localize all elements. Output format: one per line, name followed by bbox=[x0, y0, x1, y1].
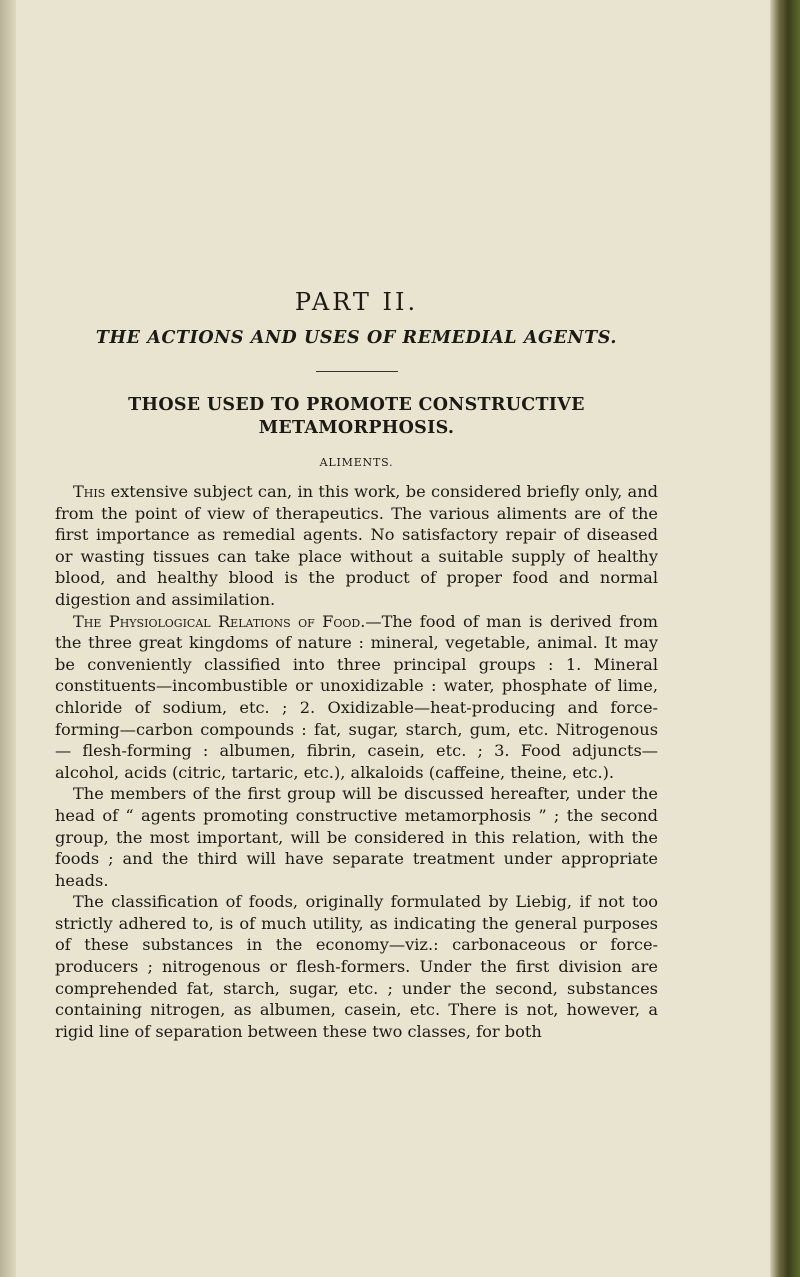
section-title-line1: THOSE USED TO PROMOTE CONSTRUCTIVE bbox=[128, 395, 585, 415]
section-title-line2: METAMORPHOSIS. bbox=[258, 418, 455, 438]
paragraph-1-lead: This bbox=[73, 482, 106, 501]
paragraph-4: The classification of foods, originally formulated by Liebig, if not too strictly adhered to, is of much utility, as indicating the general purposes of these substances in the economy—viz.: carbonaceous or force-producers ; nitrogenous or flesh-formers. Under the first division are comprehended fat, starch, sugar, etc. ; under the second, substances containing nitrogen, as albumen, casein, etc. There is not, however, a rigid line of separation between these two classes, for both bbox=[55, 892, 658, 1041]
page-left-edge bbox=[0, 0, 16, 1277]
body-text bbox=[55, 481, 658, 1042]
subsection-heading: ALIMENTS. bbox=[319, 456, 394, 469]
part-subtitle: THE ACTIONS AND USES OF REMEDIAL AGENTS. bbox=[95, 328, 618, 348]
paragraph-2-lead: The Physiological Relations of Food. bbox=[73, 611, 366, 631]
paragraph-2-text: —The food of man is derived from the three great kingdoms of nature : mineral, vegetable, animal. It may be conveniently classified into three principal groups : 1. Mineral constituents—incombustible or unoxidizable : water, phosphate of lime, chloride of sodium, etc. ; 2. Oxidizable—heat-producing and force-forming—carbon compounds : fat, sugar, starch, gum, etc. Nitrogenous — flesh-forming : albumen, fibrin, casein, etc. ; 3. Food adjuncts—alcohol, acids (citric, tartaric, etc.), alkaloids (caffeine, theine, etc.). bbox=[55, 611, 658, 782]
section-title bbox=[55, 394, 658, 440]
part-heading: PART II. bbox=[294, 288, 419, 316]
paragraph-2 bbox=[55, 611, 658, 784]
book-spine-edge bbox=[770, 0, 800, 1277]
divider-rule bbox=[316, 371, 398, 372]
paragraph-1-text: extensive subject can, in this work, be considered briefly only, and from the point of view of therapeutics. The various aliments are of the first importance as remedial agents. No satisfactory repair of diseased or wasting tissues can take place without a suitable supply of healthy blood, and healthy blood is the product of proper food and normal digestion and assimilation. bbox=[55, 482, 658, 609]
page-content bbox=[55, 288, 658, 1042]
paragraph-1 bbox=[55, 481, 658, 611]
paragraph-3: The members of the first group will be discussed hereafter, under the head of “ agents promoting constructive metamorphosis ” ; the second group, the most important, will be considered in this relation, with the foods ; and the third will have separate treatment under appropriate heads. bbox=[55, 784, 658, 890]
